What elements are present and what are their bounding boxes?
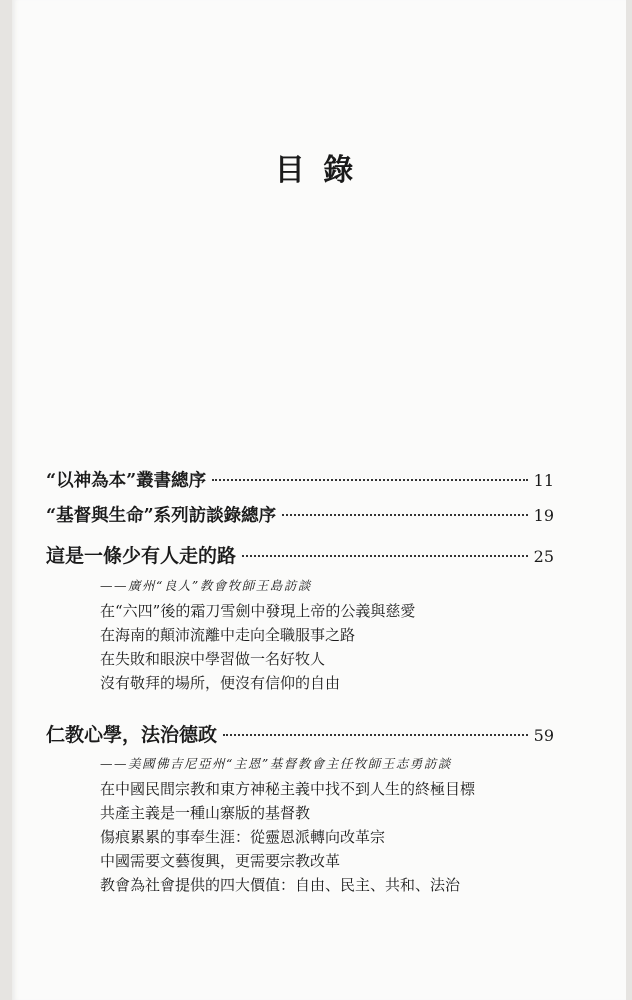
toc-section-item[interactable]: 沒有敬拜的場所，便沒有信仰的自由 <box>100 674 341 692</box>
toc-section-item[interactable]: 在失敗和眼淚中學習做一名好牧人 <box>100 650 326 668</box>
toc-entry-label: 仁教心學，法治德政 <box>46 724 218 746</box>
toc-page-number: 25 <box>533 547 554 566</box>
toc-entry-chapter-2[interactable] <box>46 724 554 747</box>
dot-leader <box>212 479 528 481</box>
toc-entry-label: “基督與生命”系列訪談錄總序 <box>46 506 277 526</box>
toc-entry-subtitle: ——美國佛吉尼亞州“主恩”基督教會主任牧師王志勇訪談 <box>100 756 452 771</box>
toc-section-item[interactable]: 在海南的顛沛流離中走向全職服事之路 <box>100 626 356 644</box>
toc-entry-chapter-1[interactable] <box>46 545 554 568</box>
toc-entry-subtitle: ——廣州“良人”教會牧師王島訪談 <box>100 578 312 593</box>
dot-leader <box>282 514 528 516</box>
toc-page-number: 11 <box>533 471 554 490</box>
dot-leader <box>242 555 528 557</box>
toc-page-number: 59 <box>533 726 554 745</box>
toc-page-number: 19 <box>533 506 554 525</box>
toc-section-item[interactable]: 中國需要文藝復興，更需要宗教改革 <box>100 852 341 870</box>
toc-section-item[interactable]: 教會為社會提供的四大價值：自由、民主、共和、法治 <box>100 876 461 894</box>
toc-entry-label: 這是一條少有人走的路 <box>46 545 237 567</box>
toc-entry-label: “以神為本”叢書總序 <box>46 471 207 491</box>
toc-section-item[interactable]: 共產主義是一種山寨版的基督教 <box>100 804 311 822</box>
dot-leader <box>223 734 528 736</box>
toc-section-item[interactable]: 在“六四”後的霜刀雪劍中發現上帝的公義與慈愛 <box>100 602 416 620</box>
toc-entry-interview-preface[interactable] <box>46 505 554 527</box>
toc-section-item[interactable]: 在中國民間宗教和東方神秘主義中找不到人生的終極目標 <box>100 780 476 798</box>
toc-section-item[interactable]: 傷痕累累的事奉生涯：從靈恩派轉向改革宗 <box>100 828 386 846</box>
toc-entry-series-preface[interactable] <box>46 470 554 492</box>
page-title: 目 錄 <box>274 153 358 188</box>
